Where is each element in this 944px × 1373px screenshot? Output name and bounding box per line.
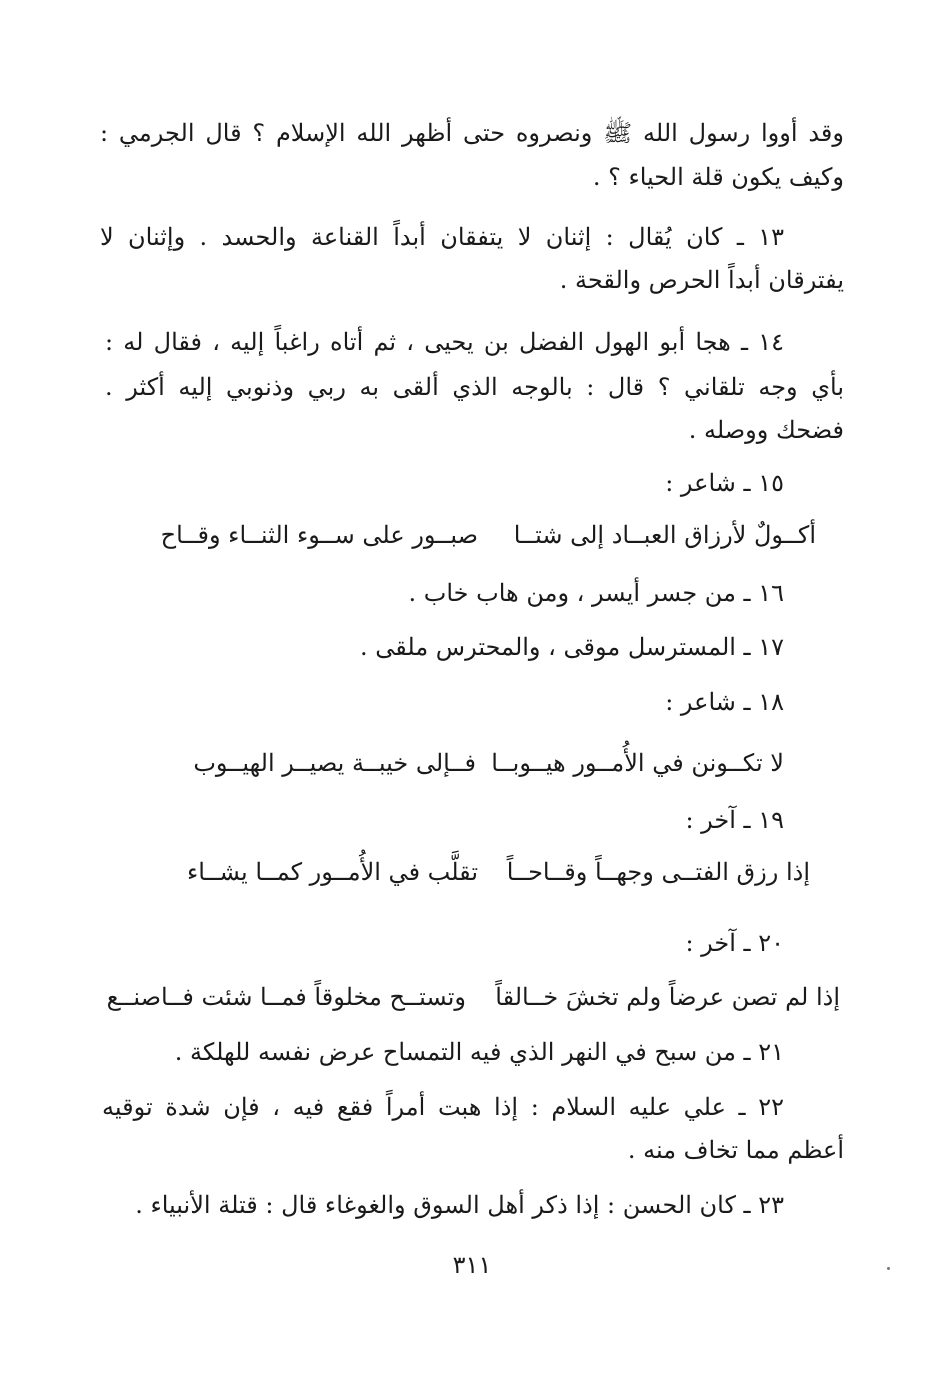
verse-15-first-hemistich: أكــولٌ لأرزاق العبــاد إلى شتــا: [513, 521, 816, 549]
page-number: ٣١١: [452, 1251, 492, 1279]
item-16: ١٦ ـ من جسر أيسر ، ومن هاب خاب .: [408, 579, 784, 607]
verse-15-second-hemistich: صبــور على ســوء الثنــاء وقــاح: [160, 521, 478, 549]
verse-20-first-hemistich: إذا لم تصن عرضاً ولم تخشَ خــالقاً: [495, 983, 840, 1011]
item-19-heading: ١٩ ـ آخر :: [685, 806, 784, 834]
item-14: ١٤ ـ هجا أبو الهول الفضل بن يحيى ، ثم أتاه راغباً إليه ، فقال له :: [105, 328, 784, 356]
item-23: ٢٣ ـ كان الحسن : إذا ذكر أهل السوق والغوغاء قال : قتلة الأنبياء .: [135, 1191, 784, 1219]
text-line: بأي وجه تلقاني ؟ قال : بالوجه الذي ألقى به ربي وذنوبي إليه أكثر .: [105, 373, 844, 401]
verse-20-second-hemistich: وتستــح مخلوقاً فمــا شئت فــاصنــع: [106, 983, 466, 1011]
verse-18-second-hemistich: فــإلى خيبــة يصيــر الهيــوب: [193, 749, 476, 777]
scan-speck: [887, 1267, 890, 1270]
item-15-heading: ١٥ ـ شاعر :: [665, 469, 784, 497]
item-20-heading: ٢٠ ـ آخر :: [685, 929, 784, 957]
verse-19-second-hemistich: تقلَّب في الأُمــور كمــا يشــاء: [186, 858, 478, 886]
item-21: ٢١ ـ من سبح في النهر الذي فيه التمساح عرض نفسه للهلكة .: [174, 1038, 784, 1066]
item-17: ١٧ ـ المسترسل موقى ، والمحترس ملقى .: [359, 633, 784, 661]
text-line: وكيف يكون قلة الحياء ؟ .: [592, 163, 844, 191]
text-line: وقد أووا رسول الله ﷺ ونصروه حتى أظهر الله الإسلام ؟ قال الجرمي :: [100, 119, 844, 147]
text-line: يفترقان أبداً الحرص والقحة .: [559, 266, 844, 294]
verse-19-first-hemistich: إذا رزق الفتــى وجهــاً وقــاحــاً: [506, 858, 810, 886]
verse-18-first-hemistich: لا تكــونن في الأُمــور هيــوبــا: [491, 749, 784, 777]
text-line: أعظم مما تخاف منه .: [627, 1136, 844, 1164]
item-18-heading: ١٨ ـ شاعر :: [665, 688, 784, 716]
item-13: ١٣ ـ كان يُقال : إثنان لا يتفقان أبداً القناعة والحسد . وإثنان لا: [100, 223, 785, 251]
text-line: فضحك ووصله .: [688, 416, 844, 444]
item-22: ٢٢ ـ علي عليه السلام : إذا هبت أمراً فقع فيه ، فإن شدة توقيه: [102, 1093, 784, 1121]
